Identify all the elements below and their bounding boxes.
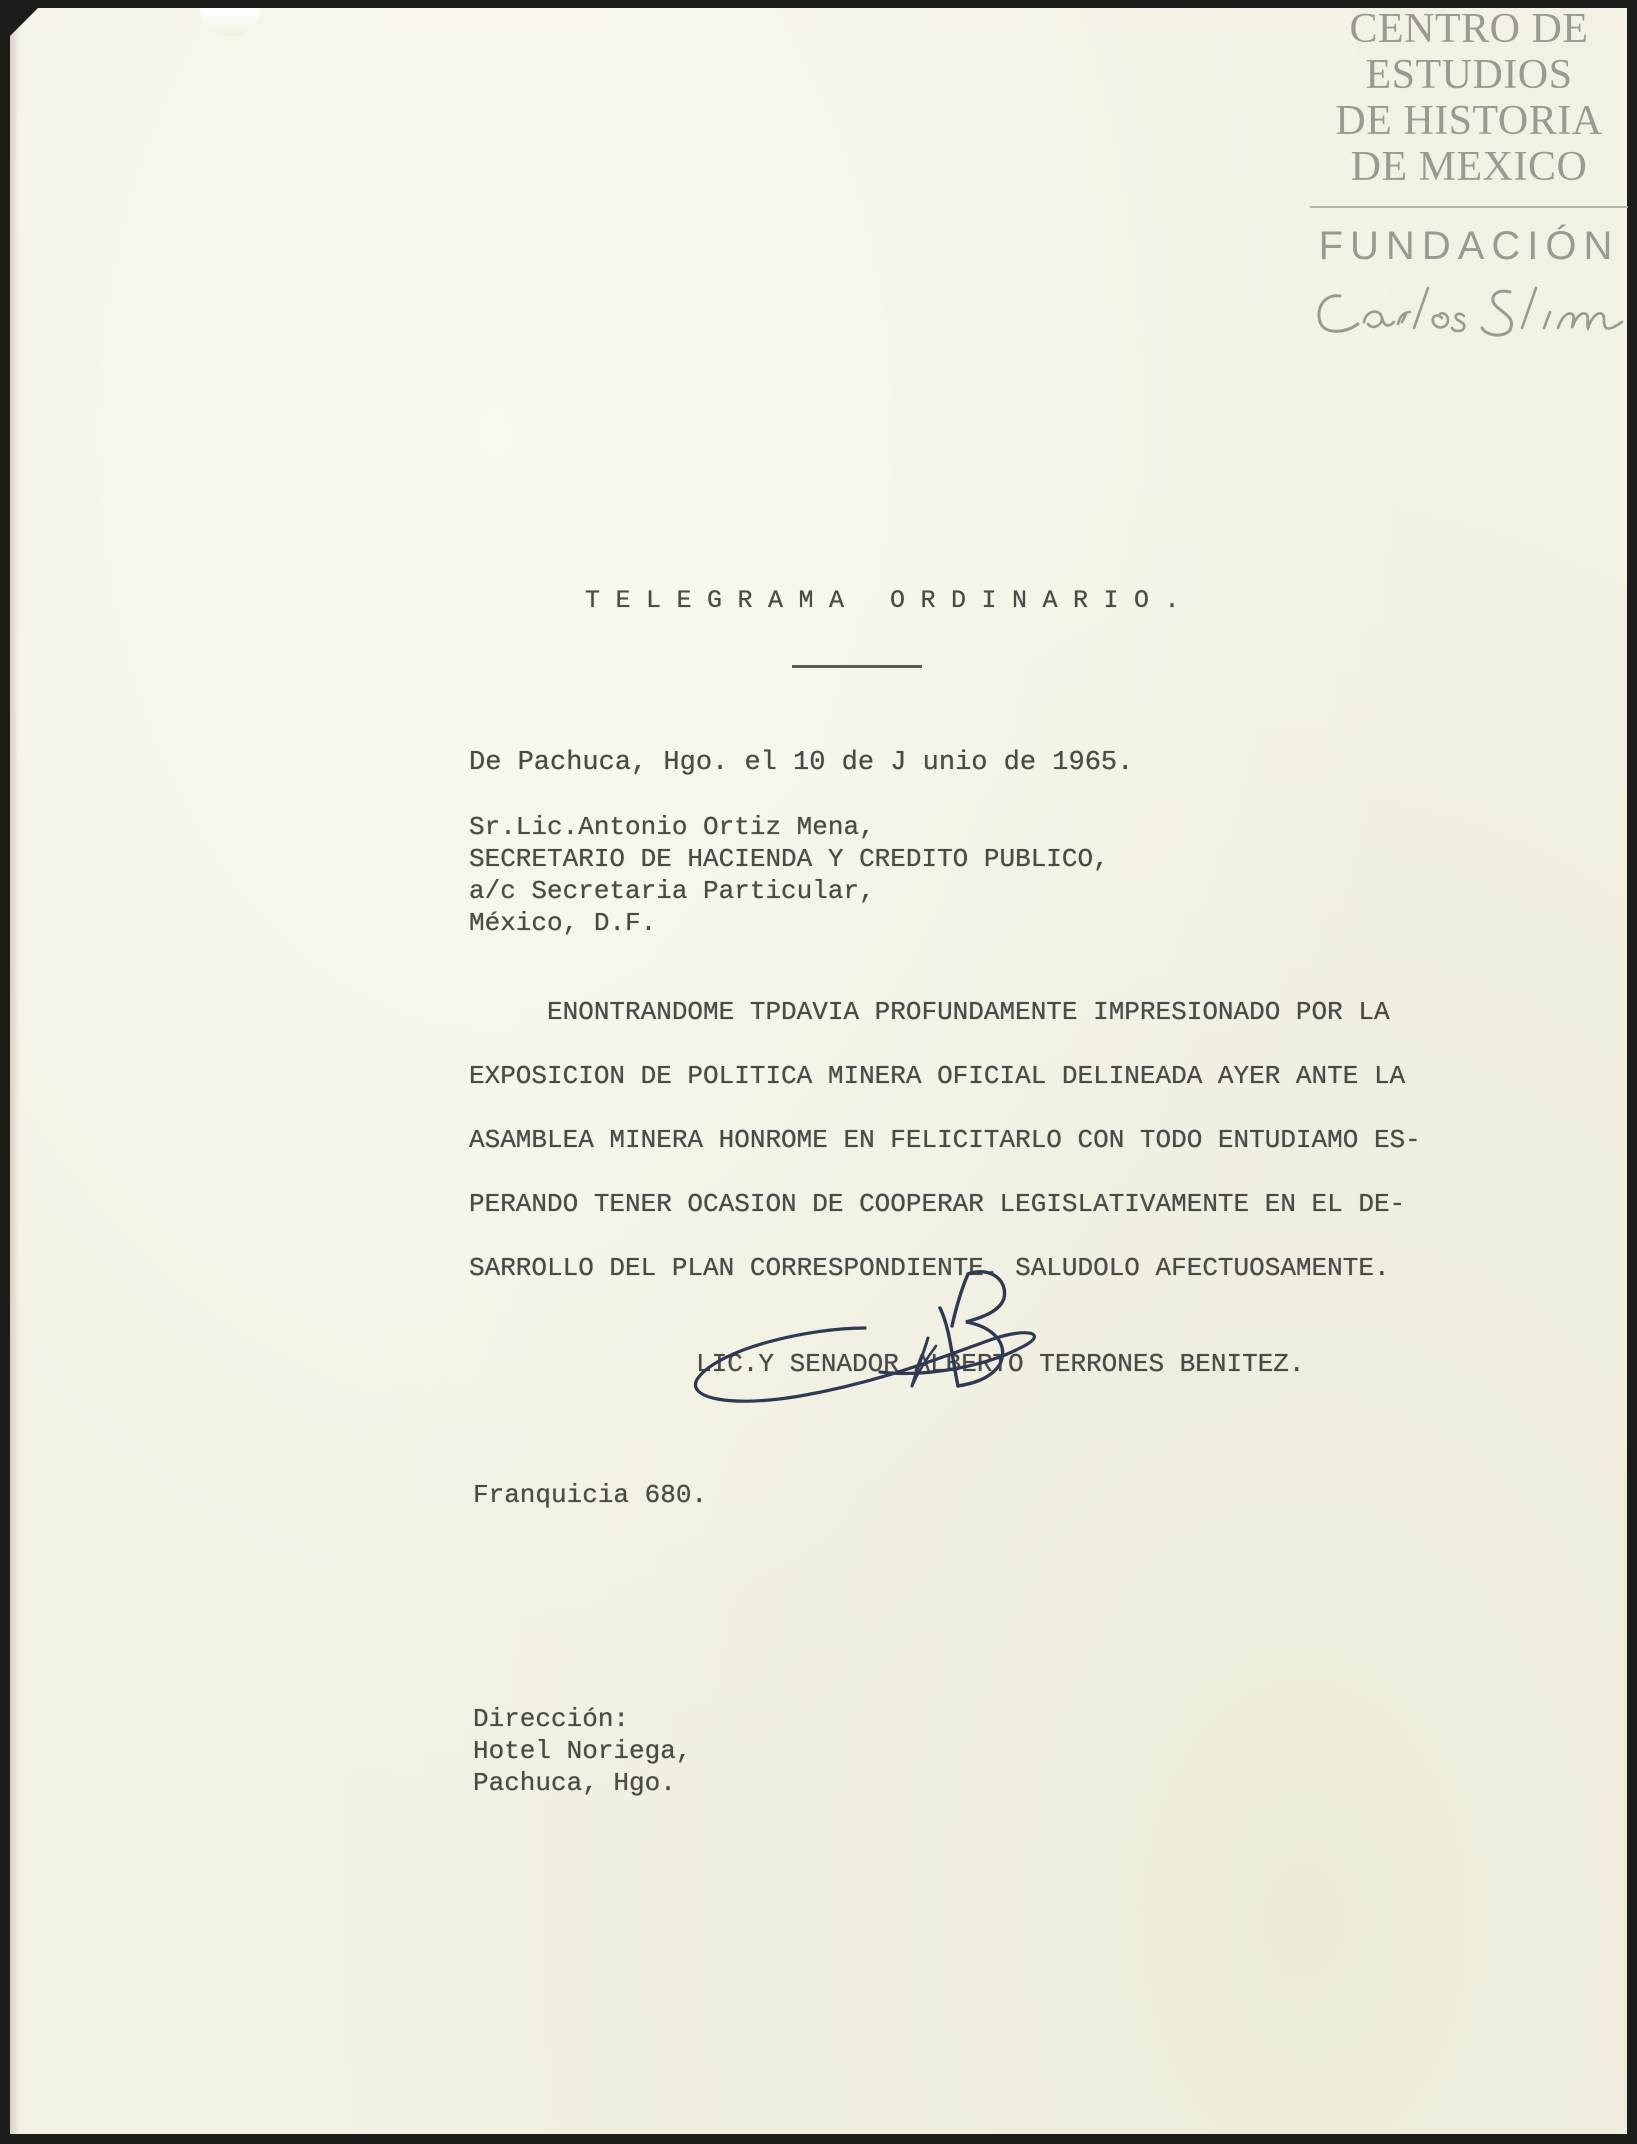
body-line: ENONTRANDOME TPDAVIA PROFUNDAMENTE IMPRESIONADO POR LA xyxy=(469,997,1390,1027)
recipient-line: Sr.Lic.Antonio Ortiz Mena, xyxy=(469,812,875,842)
body-line: SARROLLO DEL PLAN CORRESPONDIENTE. SALUDOLO AFECTUOSAMENTE. xyxy=(469,1253,1390,1283)
address-line: Pachuca, Hgo. xyxy=(473,1768,676,1798)
watermark-divider xyxy=(1310,206,1628,208)
archive-watermark xyxy=(1310,6,1628,342)
document-title: TELEGRAMA ORDINARIO. xyxy=(585,586,1196,615)
watermark-line-3: DE HISTORIA xyxy=(1335,98,1603,144)
address-label: Dirección: xyxy=(473,1704,630,1734)
watermark-foundation: FUNDACIÓN xyxy=(1318,224,1620,268)
date-line: De Pachuca, Hgo. el 10 de J unio de 1965. xyxy=(469,748,1134,778)
handwritten-signature xyxy=(690,1268,1120,1428)
body-line: PERANDO TENER OCASION DE COOPERAR LEGISLATIVAMENTE EN EL DE- xyxy=(469,1189,1406,1219)
watermark-line-1: CENTRO DE xyxy=(1349,6,1589,52)
paper-fold-highlight xyxy=(200,8,260,36)
watermark-signature-logo xyxy=(1310,278,1628,342)
watermark-line-2: ESTUDIOS xyxy=(1365,52,1573,98)
torn-corner xyxy=(10,8,38,36)
recipient-line: México, D.F. xyxy=(469,908,657,938)
paper-edge-shadow xyxy=(10,8,20,2134)
recipient-line: SECRETARIO DE HACIENDA Y CREDITO PUBLICO, xyxy=(469,844,1109,874)
body-line: ASAMBLEA MINERA HONROME EN FELICITARLO CON TODO ENTUDIAMO ES- xyxy=(469,1125,1421,1155)
signatory-name: LIC.Y SENADOR ALBERTO TERRONES BENITEZ. xyxy=(696,1349,1305,1379)
watermark-line-4: DE MEXICO xyxy=(1350,144,1588,190)
title-underline xyxy=(792,665,922,668)
recipient-line: a/c Secretaria Particular, xyxy=(469,876,875,906)
franchise-number: Franquicia 680. xyxy=(473,1480,708,1510)
body-line: EXPOSICION DE POLITICA MINERA OFICIAL DELINEADA AYER ANTE LA xyxy=(469,1061,1406,1091)
address-line: Hotel Noriega, xyxy=(473,1736,692,1766)
